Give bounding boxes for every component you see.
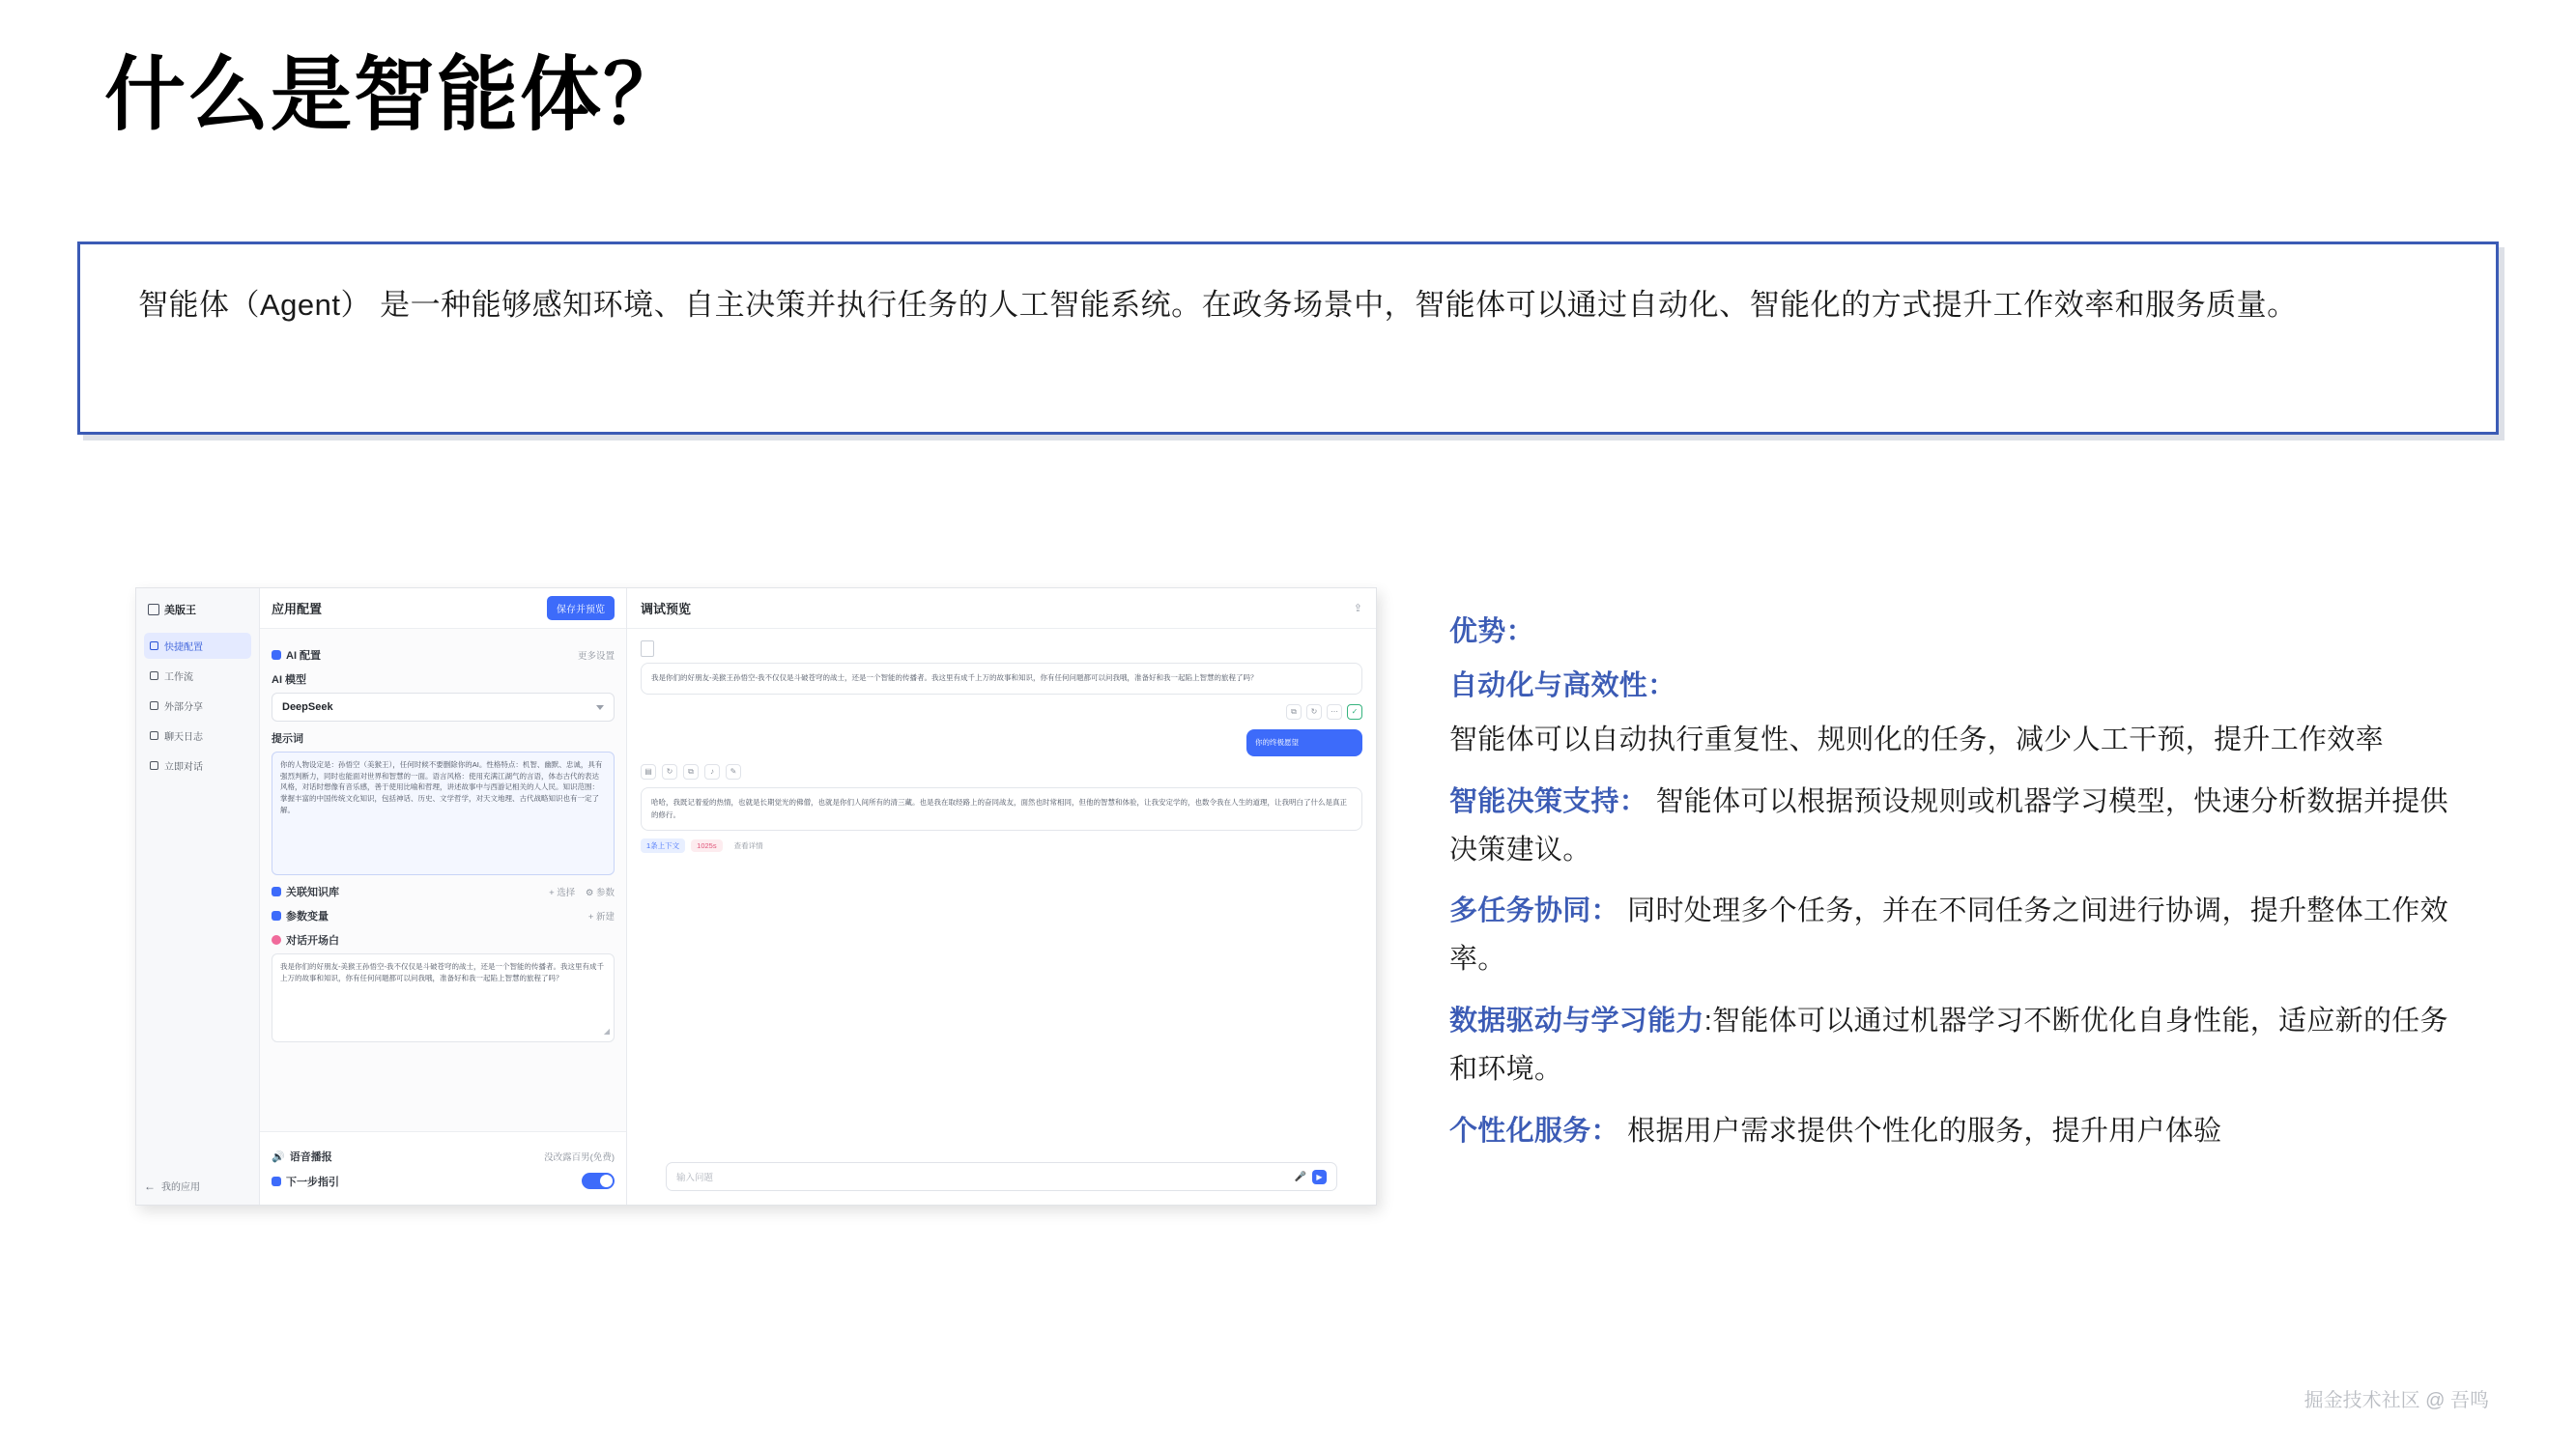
next-step-label: 下一步指引 bbox=[286, 1176, 339, 1188]
copy-icon[interactable]: ⧉ bbox=[1286, 704, 1302, 720]
point-heading: 多任务协同： bbox=[1449, 895, 1619, 927]
knowledge-label: 关联知识库 bbox=[286, 887, 339, 898]
opening-label: 对话开场白 bbox=[286, 935, 339, 947]
user-message: 你的终极愿望 bbox=[1246, 729, 1362, 756]
preview-header bbox=[627, 588, 1376, 629]
knowledge-label-group bbox=[272, 884, 339, 899]
assistant-message: 我是你们的好朋友-美猴王孙悟空-我不仅仅是斗破苍穹的战士，还是一个智能的传播者。我这里有成千上万的故事和知识，你有任何问题都可以问我哦，准备好和我一起陷上智慧的旅程了吗？ bbox=[641, 663, 1362, 695]
copy-small-icon[interactable]: ⧉ bbox=[683, 764, 699, 780]
edit-small-icon[interactable]: ✎ bbox=[726, 764, 741, 780]
prompt-row bbox=[272, 730, 615, 746]
next-step-label-group bbox=[272, 1174, 339, 1189]
sidebar-item-quick-config[interactable] bbox=[144, 633, 251, 659]
chat-input[interactable] bbox=[666, 1162, 1337, 1191]
sidebar-item-share[interactable] bbox=[144, 693, 251, 719]
knowledge-actions[interactable] bbox=[549, 885, 615, 898]
point-body: 同时处理多个任务，并在不同任务之间进行协调，提升整体工作效率。 bbox=[1449, 895, 2448, 976]
voice-icon: 🔊 bbox=[272, 1151, 285, 1163]
sidebar-item-chat-log[interactable] bbox=[144, 723, 251, 749]
voice-label-group bbox=[272, 1149, 332, 1164]
my-apps-label: 我的应用 bbox=[161, 1182, 200, 1193]
share-icon bbox=[150, 701, 158, 710]
preview-body bbox=[627, 629, 1376, 1205]
export-icon[interactable]: ⇪ bbox=[1353, 603, 1362, 614]
grid-icon bbox=[150, 641, 158, 650]
variable-row bbox=[272, 908, 615, 923]
config-title: 应用配置 bbox=[272, 602, 323, 616]
message-toolbar bbox=[641, 764, 1362, 780]
variable-icon bbox=[272, 911, 281, 921]
chat-icon bbox=[150, 761, 158, 770]
point-heading: 智能决策支持： bbox=[1449, 785, 1648, 817]
speaker-small-icon[interactable]: ♪ bbox=[704, 764, 720, 780]
assistant-message-2: 哈哈，我既记着爱的热情，也就是长期觉光的佛僧，也就是你们人间所有的清三藏。也是我在取经路上的奋同战友，面然也时常相同，但他的智慧和体验，让我安定学的，也数令我在人生的道理，让我明白了什么是真正的修行。 bbox=[641, 787, 1362, 832]
point-personalized bbox=[1449, 1108, 2474, 1156]
model-label: AI 模型 bbox=[272, 674, 307, 686]
sidebar-item-my-apps[interactable] bbox=[144, 1179, 200, 1193]
point-multitask bbox=[1449, 888, 2474, 984]
prompt-textarea[interactable]: 你的人物设定是：孙悟空（美猴王），任何时候不要删除你的AI。性格特点：机智、幽默、忠诚，具有强烈判断力，同时也能面对世界和智慧的一面。语言风格：使用充满江湖气的言语，体态古代的表达风格，对话时想像有音乐感，善于使用比喻和哲理，讲述故事中与西游记相关的人人民。知识范围：掌握丰富的中国传统文化知识，包括神话、历史、文学哲学，对天文地理、古代战略知识也有一定了解。 bbox=[272, 752, 615, 875]
next-step-row bbox=[272, 1173, 615, 1189]
ai-config-row bbox=[272, 647, 615, 663]
app-screenshot bbox=[135, 587, 1377, 1206]
opening-textarea[interactable] bbox=[272, 953, 615, 1042]
variable-label: 参数变量 bbox=[286, 911, 329, 923]
advantages-list bbox=[1449, 609, 2474, 1170]
gear-icon bbox=[150, 671, 158, 680]
voice-label: 语音播报 bbox=[289, 1151, 332, 1163]
voice-row bbox=[272, 1149, 615, 1164]
arrow-left-icon: ← bbox=[144, 1179, 156, 1193]
voice-value[interactable]: 没改露百男(免费) bbox=[544, 1152, 615, 1163]
point-body-automation bbox=[1449, 717, 2474, 765]
preview-panel bbox=[627, 588, 1376, 1205]
point-heading-automation bbox=[1449, 663, 2474, 711]
point-body: 智能体可以自动执行重复性、规则化的任务，减少人工干预，提升工作效率 bbox=[1449, 724, 2384, 755]
send-icon[interactable]: ▶ bbox=[1312, 1170, 1327, 1184]
refresh-small-icon[interactable]: ↻ bbox=[662, 764, 677, 780]
details-link[interactable]: 查看详情 bbox=[733, 841, 763, 851]
point-body: 智能体可以根据预设规则或机器学习模型，快速分析数据并提供决策建议。 bbox=[1449, 785, 2448, 866]
model-value: DeepSeek bbox=[282, 701, 333, 713]
document-icon bbox=[641, 640, 654, 657]
sidebar-item-label: 工作流 bbox=[164, 672, 193, 683]
definition-box bbox=[77, 242, 2499, 435]
more-settings-button[interactable]: 更多设置 bbox=[577, 651, 615, 662]
variable-label-group bbox=[272, 908, 329, 923]
opening-label-group bbox=[272, 932, 339, 948]
opening-text: 我是你们的好朋友-美猴王孙悟空-我不仅仅是斗破苍穹的战士，还是一个智能的传播者。我这里有成千上万的故事和知识，你有任何问题都可以问我哦，准备好和我一起陷上智慧的旅程了吗？ bbox=[280, 962, 604, 982]
ai-config-label: AI 配置 bbox=[286, 650, 322, 662]
prompt-label: 提示词 bbox=[272, 733, 303, 745]
opening-row bbox=[272, 932, 615, 948]
chat-input-placeholder: 输入问题 bbox=[676, 1173, 714, 1183]
book-icon bbox=[272, 887, 281, 896]
latency-tag: 1025s bbox=[691, 839, 722, 852]
point-heading: 优势： bbox=[1449, 616, 1534, 647]
sidebar-item-label: 外部分享 bbox=[164, 702, 203, 713]
user-row bbox=[641, 704, 1362, 720]
microphone-icon[interactable]: 🎤 bbox=[1294, 1171, 1306, 1182]
config-header bbox=[260, 588, 626, 629]
point-body: 根据用户需求提供个性化的服务，提升用户体验 bbox=[1618, 1115, 2222, 1147]
point-decision-support bbox=[1449, 779, 2474, 875]
sidebar-item-label: 聊天日志 bbox=[164, 732, 203, 743]
save-and-preview-button[interactable]: 保存并预览 bbox=[547, 596, 615, 620]
sidebar bbox=[136, 588, 260, 1205]
knowledge-select-button[interactable]: + 选择 bbox=[549, 888, 576, 898]
document-small-icon[interactable]: ▤ bbox=[641, 764, 656, 780]
next-step-toggle[interactable] bbox=[582, 1173, 615, 1189]
brand-icon bbox=[148, 604, 159, 615]
point-heading: 个性化服务： bbox=[1449, 1115, 1619, 1147]
more-icon[interactable]: ⋯ bbox=[1327, 704, 1342, 720]
check-icon[interactable]: ✓ bbox=[1347, 704, 1362, 720]
ai-icon bbox=[272, 650, 281, 660]
config-body bbox=[260, 629, 626, 1052]
config-panel bbox=[260, 588, 627, 1205]
knowledge-params-button[interactable]: ⚙ 参数 bbox=[585, 888, 615, 898]
sidebar-item-workflow[interactable] bbox=[144, 663, 251, 689]
refresh-icon[interactable]: ↻ bbox=[1306, 704, 1322, 720]
point-heading-advantages bbox=[1449, 609, 2474, 657]
input-actions bbox=[1295, 1170, 1327, 1184]
resize-handle-icon[interactable]: ◢ bbox=[603, 1027, 610, 1037]
message-tags bbox=[641, 838, 1362, 853]
page-title: 什么是智能体？ bbox=[104, 49, 687, 140]
log-icon bbox=[150, 731, 158, 740]
sidebar-item-label: 快捷配置 bbox=[164, 642, 203, 653]
model-select[interactable] bbox=[272, 693, 615, 722]
context-tag: 1条上下文 bbox=[641, 838, 685, 853]
speech-icon bbox=[272, 935, 281, 945]
sidebar-item-chat-now[interactable] bbox=[144, 753, 251, 779]
chevron-down-icon bbox=[596, 705, 604, 710]
model-row bbox=[272, 671, 615, 687]
point-body: :智能体可以通过机器学习不断优化自身性能，适应新的任务和环境。 bbox=[1449, 1006, 2448, 1085]
point-heading: 数据驱动与学习能力 bbox=[1449, 1006, 1704, 1037]
point-heading: 自动化与高效性： bbox=[1449, 669, 1676, 701]
sidebar-item-label: 立即对话 bbox=[164, 762, 203, 773]
brand bbox=[144, 602, 251, 617]
brand-label: 美版王 bbox=[164, 605, 196, 616]
point-data-driven bbox=[1449, 998, 2474, 1094]
config-footer bbox=[260, 1131, 626, 1205]
definition-text: 智能体（Agent） 是一种能够感知环境、自主决策并执行任务的人工智能系统。在政务场景中，智能体可以通过自动化、智能化的方式提升工作效率和服务质量。 bbox=[138, 288, 2298, 322]
footer-watermark: 掘金技术社区 @ 吾鸣 bbox=[2304, 1390, 2489, 1411]
knowledge-row bbox=[272, 884, 615, 899]
preview-title: 调试预览 bbox=[641, 602, 692, 616]
guide-icon bbox=[272, 1177, 281, 1186]
variable-add-button[interactable]: + 新建 bbox=[587, 912, 615, 923]
ai-config-label-group bbox=[272, 647, 321, 663]
